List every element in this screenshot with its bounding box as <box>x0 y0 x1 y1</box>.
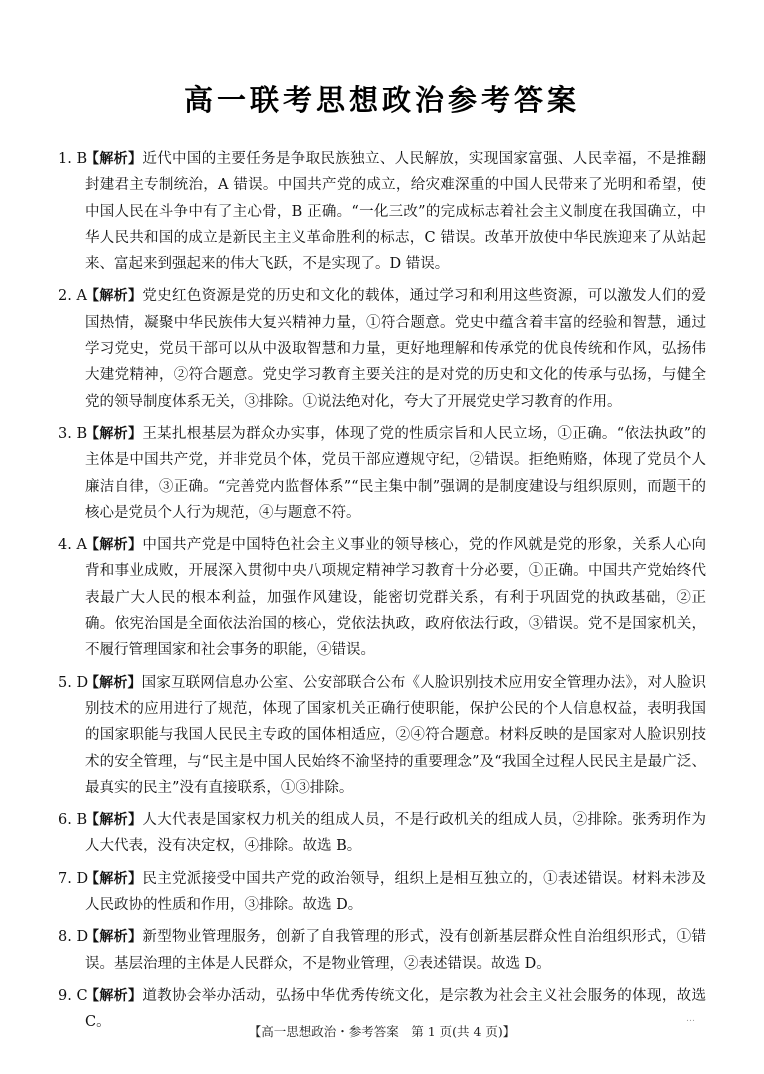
answer-item-3 <box>58 421 706 526</box>
answer-item-7 <box>58 866 706 919</box>
answer-number: 1. B <box>58 151 88 167</box>
answer-item-1 <box>58 146 706 277</box>
answer-item-2 <box>58 283 706 414</box>
answer-number: 8. D <box>58 929 89 946</box>
analysis-tag: 【解析】 <box>85 288 143 305</box>
answer-number: 4. A <box>58 537 87 554</box>
answer-text: 王某扎根基层为群众办实事，体现了党的性质宗旨和人民立场，①正确。“依法执政”的主体是中国共产党，并非党员个体，党员干部应遵规守纪，②错误。拒绝贿赂，体现了党员个人廉洁自律，③正确。“完善党内监督体系”“民主集中制”强调的是制度建设与组织原则，而题干的核心是党员个人行为规范，④与题意不符。 <box>85 425 707 521</box>
analysis-tag: 【解析】 <box>85 870 143 887</box>
analysis-tag: 【解析】 <box>85 987 143 1004</box>
answer-number: 5. D <box>58 674 89 691</box>
analysis-tag: 【解析】 <box>85 537 143 554</box>
answer-text: 民主党派接受中国共产党的政治领导，组织上是相互独立的，①表述错误。材料未涉及人民政协的性质和作用，③排除。故选 D。 <box>85 870 707 914</box>
answer-text: 中国共产党是中国特色社会主义事业的领导核心，党的作风就是党的形象，关系人心向背和事业成败，开展深入贯彻中央八项规定精神学习教育十分必要，①正确。中国共产党始终代表最广大人民的根本利益，加强作风建设，能密切党群关系，有利于巩固党的执政基础，②正确。依宪治国是全面依法治国的核心，党依法执政，政府依法行政，③错误。党不是国家机关，不履行管理国家和社会事务的职能，④错误。 <box>85 537 707 659</box>
answer-item-5 <box>58 670 706 801</box>
analysis-tag: 【解析】 <box>85 425 143 442</box>
answer-text: 近代中国的主要任务是争取民族独立、人民解放，实现国家富强、人民幸福，不是推翻封建君主专制统治，A 错误。中国共产党的成立，给灾难深重的中国人民带来了光明和希望，使中国人民在斗争中有了主心骨，B 正确。“一化三改”的完成标志着社会主义制度在我国确立，中华人民共和国的成立是新民主主义革命胜利的标志，C 错误。改革开放使中华民族迎来了从站起来、富起来到强起来的伟大飞跃，不是实现了。D 错误。 <box>85 151 707 273</box>
analysis-tag: 【解析】 <box>85 674 142 691</box>
answer-item-6 <box>58 807 706 860</box>
answer-number: 6. B <box>58 812 88 829</box>
answer-number: 3. B <box>58 425 88 442</box>
answer-item-8 <box>58 924 706 977</box>
page-footer: 【高一思想政治・参考答案 第 1 页(共 4 页)】 <box>248 1024 516 1039</box>
answer-text: 人大代表是国家权力机关的组成人员，不是行政机关的组成人员，②排除。张秀玥作为人大代表，没有决定权，④排除。故选 B。 <box>85 812 707 855</box>
analysis-tag: 【解析】 <box>85 151 143 167</box>
answer-number: 2. A <box>58 288 87 305</box>
answer-item-4 <box>58 532 706 663</box>
answer-text: 新型物业管理服务，创新了自我管理的形式，没有创新基层群众性自治组织形式，①错误。基层治理的主体是人民群众，不是物业管理，②表述错误。故选 D。 <box>85 929 707 972</box>
answer-text: 道教协会举办活动，弘扬中华优秀传统文化，是宗教为社会主义社会服务的体现，故选 C。 <box>85 987 707 1031</box>
answer-number: 7. D <box>58 870 89 887</box>
analysis-tag: 【解析】 <box>85 812 143 829</box>
answer-number: 9. C <box>58 987 88 1004</box>
footer-mark: … <box>686 1014 695 1024</box>
answer-text: 党史红色资源是党的历史和文化的载体，通过学习和利用这些资源，可以激发人们的爱国热情，凝聚中华民族伟大复兴精神力量，①符合题意。党史中蕴含着丰富的经验和智慧，通过学习党史，党员干部可以从中汲取智慧和力量，更好地理解和传承党的优良传统和作风，弘扬伟大建党精神，②符合题意。党史学习教育主要关注的是对党的历史和文化的传承与弘扬，与健全党的领导制度体系无关，③排除。①说法绝对化，夸大了开展党史学习教育的作用。 <box>85 288 707 410</box>
answer-text: 国家互联网信息办公室、公安部联合公布《人脸识别技术应用安全管理办法》，对人脸识别技术的应用进行了规范，体现了国家机关正确行使职能，保护公民的个人信息权益，表明我国的国家职能与我国人民民主专政的国体相适应，②④符合题意。材料反映的是国家对人脸识别技术的安全管理，与“民主是中国人民始终不渝坚持的重要理念”及“我国全过程人民民主是最广泛、最真实的民主”没有直接联系，①③排除。 <box>85 674 707 796</box>
page-title: 高一联考思想政治参考答案 <box>183 83 580 117</box>
answer-list <box>58 146 706 1042</box>
analysis-tag: 【解析】 <box>85 929 143 946</box>
